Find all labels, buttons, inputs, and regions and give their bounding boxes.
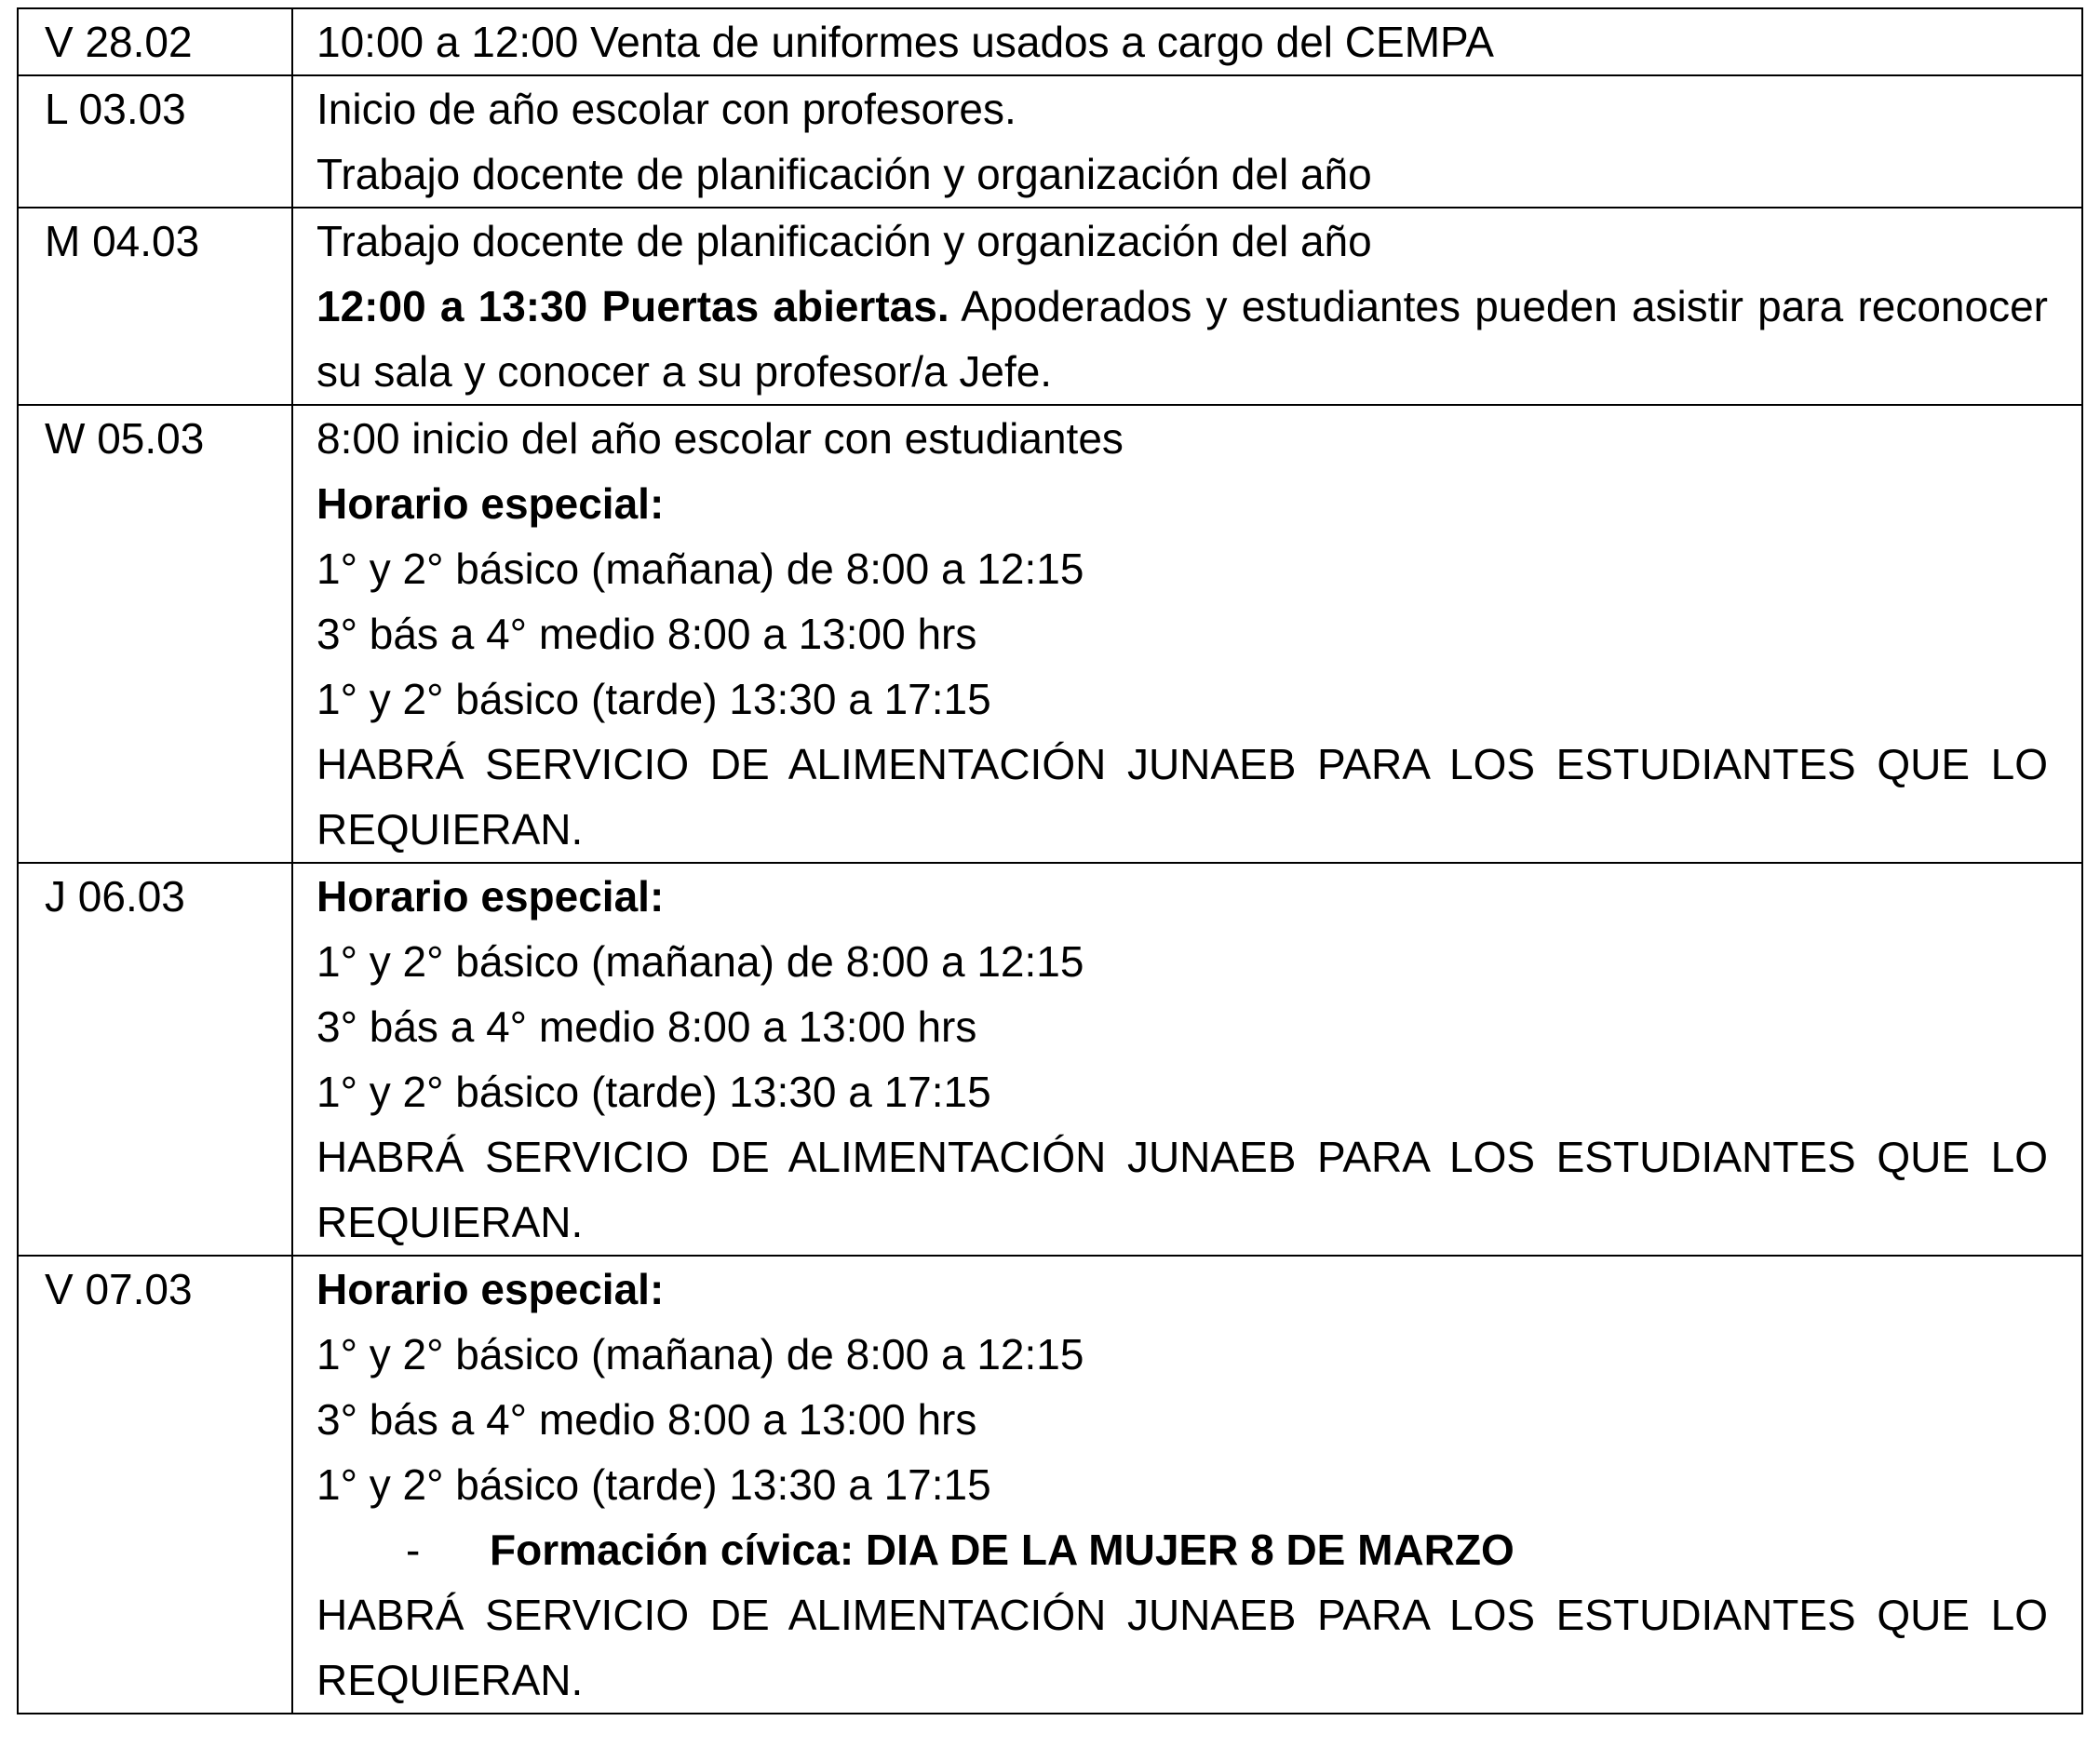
- schedule-line: 3° bás a 4° medio 8:00 a 13:00 hrs: [316, 1395, 977, 1444]
- open-doors-paragraph: [316, 274, 2048, 404]
- table-row: [18, 75, 2082, 208]
- activity-text: Trabajo docente de planificación y organización del año: [316, 217, 1372, 265]
- schedule-line: 3° bás a 4° medio 8:00 a 13:00 hrs: [316, 1002, 977, 1051]
- schedule-line: 1° y 2° básico (tarde) 13:30 a 17:15: [316, 675, 991, 723]
- date-cell: J 06.03: [18, 863, 292, 1256]
- date-cell: W 05.03: [18, 405, 292, 863]
- schedule-line: 1° y 2° básico (mañana) de 8:00 a 12:15: [316, 937, 1084, 986]
- open-doors-heading: 12:00 a 13:30 Puertas abiertas.: [316, 282, 949, 330]
- special-schedule-heading: Horario especial:: [316, 872, 665, 921]
- date-cell: L 03.03: [18, 75, 292, 208]
- date-cell: V 28.02: [18, 8, 292, 75]
- civic-formation-text: Formación cívica: DIA DE LA MUJER 8 DE MARZO: [490, 1526, 1514, 1574]
- description-cell: [292, 75, 2082, 208]
- table-row: [18, 8, 2082, 75]
- schedule-line: 1° y 2° básico (mañana) de 8:00 a 12:15: [316, 545, 1084, 593]
- table-row: [18, 1256, 2082, 1714]
- description-cell: [292, 208, 2082, 405]
- meal-service-notice: HABRÁ SERVICIO DE ALIMENTACIÓN JUNAEB PARA LOS ESTUDIANTES QUE LO REQUIERAN.: [316, 740, 2048, 854]
- table-row: [18, 208, 2082, 405]
- description-cell: [292, 8, 2082, 75]
- special-schedule-heading: Horario especial:: [316, 1265, 665, 1313]
- meal-service-notice: HABRÁ SERVICIO DE ALIMENTACIÓN JUNAEB PARA LOS ESTUDIANTES QUE LO REQUIERAN.: [316, 1591, 2048, 1704]
- schedule-line: 1° y 2° básico (mañana) de 8:00 a 12:15: [316, 1330, 1084, 1378]
- schedule-line: 1° y 2° básico (tarde) 13:30 a 17:15: [316, 1460, 991, 1509]
- date-cell: V 07.03: [18, 1256, 292, 1714]
- activity-text: Inicio de año escolar con profesores.: [316, 85, 1016, 133]
- table-row: [18, 863, 2082, 1256]
- schedule-table: [17, 7, 2083, 1714]
- activity-text: 8:00 inicio del año escolar con estudiantes: [316, 414, 1124, 463]
- description-cell: [292, 1256, 2082, 1714]
- dash-bullet-icon: -: [406, 1526, 421, 1574]
- meal-service-notice: HABRÁ SERVICIO DE ALIMENTACIÓN JUNAEB PARA LOS ESTUDIANTES QUE LO REQUIERAN.: [316, 1133, 2048, 1246]
- bullet-item: [316, 1517, 2048, 1582]
- open-doors-text: Apoderados y estudiantes pueden asistir para reconocer su sala y conocer a su profesor/a Jefe.: [316, 282, 2048, 396]
- description-cell: [292, 405, 2082, 863]
- activity-text: 10:00 a 12:00 Venta de uniformes usados a cargo del CEMPA: [316, 18, 1494, 66]
- schedule-line: 1° y 2° básico (tarde) 13:30 a 17:15: [316, 1068, 991, 1116]
- activity-text: Trabajo docente de planificación y organización del año: [316, 150, 1372, 198]
- description-cell: [292, 863, 2082, 1256]
- table-row: [18, 405, 2082, 863]
- date-cell: M 04.03: [18, 208, 292, 405]
- schedule-line: 3° bás a 4° medio 8:00 a 13:00 hrs: [316, 610, 977, 658]
- special-schedule-heading: Horario especial:: [316, 479, 665, 528]
